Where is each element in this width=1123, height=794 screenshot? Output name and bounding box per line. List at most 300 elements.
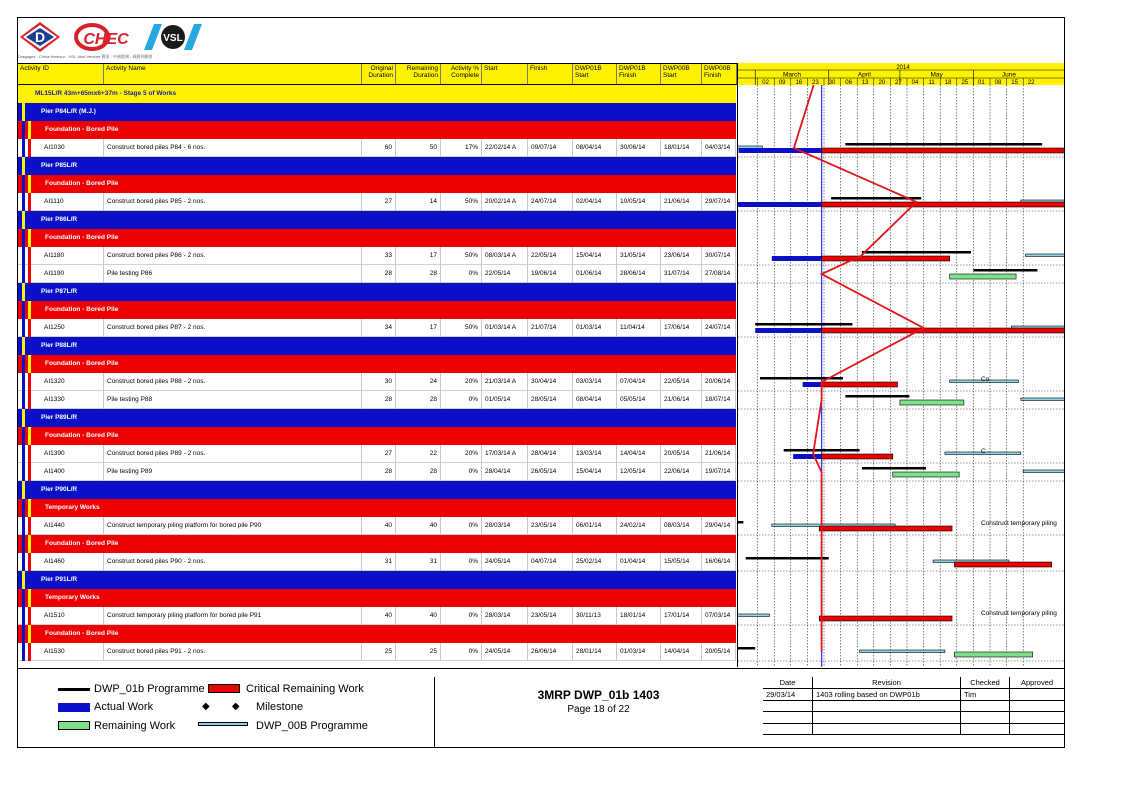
activity-name-cell: Construct bored piles P89 - 2 nos. [104,445,362,463]
wbs-pier-band[interactable] [18,283,736,301]
dwp00b-baseline-bar [1021,398,1064,401]
rev-row-checked: Tim [961,689,1010,701]
dwp00b-start-cell: 22/06/14 [661,463,702,481]
finish-cell: 28/04/14 [528,445,573,463]
col-activity-id[interactable]: Activity ID [18,64,104,84]
wbs-category-band[interactable] [18,229,736,247]
wbs-indent-bar [22,139,25,157]
wbs-indent-bar [28,139,31,157]
timescale-week: 20 [878,80,886,86]
wbs-label: Foundation - Bored Pile [45,180,119,187]
remaining-duration-cell: 50 [396,139,441,157]
dwp01b-start-cell: 25/02/14 [573,553,617,571]
actual-work-bar [738,202,822,207]
original-duration-cell: 28 [362,265,396,283]
finish-cell: 23/05/14 [528,517,573,535]
dwp00b-finish-cell: 16/06/14 [702,553,736,571]
legend-actual-label: Actual Work [94,701,154,713]
wbs-indent-bar [22,589,25,607]
wbs-indent-bar [28,517,31,535]
rev-header-approved: Approved [1010,677,1065,689]
wbs-category-band[interactable] [18,175,736,193]
percent-complete-cell: 0% [441,517,482,535]
rev-header-revision: Revision [813,677,961,689]
legend-remaining-swatch [58,721,90,730]
activity-name-cell: Pile testing P88 [104,391,362,409]
legend-actual-swatch [58,703,90,712]
wbs-label: Foundation - Bored Pile [45,432,119,439]
dwp01b-baseline-bar [738,647,755,650]
legend-remaining-label: Remaining Work [94,720,176,732]
dwp01b-baseline-bar [862,251,971,254]
wbs-label: Foundation - Bored Pile [45,540,119,547]
wbs-label: Temporary Works [45,504,100,511]
dwp01b-finish-cell: 11/04/14 [617,319,661,337]
original-duration-cell: 25 [362,643,396,661]
wbs-indent-bar [22,247,25,265]
timescale-week: 06 [845,80,852,86]
remaining-duration-cell: 28 [396,463,441,481]
rev-empty-cell [813,712,961,724]
dwp01b-baseline-bar [755,323,852,326]
activity-name-cell: Construct bored piles P91 - 2 nos. [104,643,362,661]
dwp01b-finish-cell: 30/06/14 [617,139,661,157]
rev-row-revision: 1403 rolling based on DWP01b [813,689,961,701]
dwp00b-baseline-bar [860,650,945,653]
wbs-indent-bar [28,301,31,319]
dwp01b-finish-cell: 07/04/14 [617,373,661,391]
rev-empty-cell [813,724,961,735]
timescale-week: 23 [812,80,819,86]
timescale-year: 2014 [896,65,910,71]
critical-remaining-bar [819,526,952,531]
dwp01b-finish-cell: 01/04/14 [617,553,661,571]
remaining-duration-cell: 22 [396,445,441,463]
rev-header-date: Date [763,677,813,689]
start-cell: 21/03/14 A [482,373,528,391]
dwp00b-finish-cell: 21/06/14 [702,445,736,463]
vsl-logo [140,22,206,52]
wbs-category-band[interactable] [18,625,736,643]
activity-row[interactable] [18,193,736,211]
dwp00b-start-cell: 08/03/14 [661,517,702,535]
wbs-label: Pier P91L/R [41,576,78,583]
dragages-logo-letter: D [34,29,46,45]
wbs-pier-band[interactable] [18,571,736,589]
start-cell: 01/03/14 A [482,319,528,337]
wbs-label: Foundation - Bored Pile [45,234,119,241]
rev-empty-cell [961,712,1010,724]
remaining-work-bar [900,400,964,405]
timescale-month: May [930,71,943,79]
col-original-duration[interactable]: Original Duration [362,64,396,84]
start-cell: 22/05/14 [482,265,528,283]
dwp00b-start-cell: 23/06/14 [661,247,702,265]
activity-id-cell: AI1110 [18,193,104,211]
percent-complete-cell: 50% [441,193,482,211]
wbs-category-band[interactable] [18,499,736,517]
actual-work-bar [793,454,821,459]
dwp01b-start-cell: 15/04/14 [573,463,617,481]
col-dwp01b-finish[interactable]: DWP01B Finish [617,64,661,84]
activity-row[interactable] [18,463,736,481]
remaining-duration-cell: 40 [396,607,441,625]
wbs-indent-bar [22,283,25,301]
activity-name-cell: Construct bored piles P84 - 6 nos. [104,139,362,157]
dwp00b-start-cell: 21/06/14 [661,391,702,409]
percent-complete-cell: 0% [441,391,482,409]
company-tagline: Dragages - China Harbour - VSL Joint Venture 寶嘉 - 中國港灣 - 威勝利聯營 [18,54,153,59]
wbs-pier-band[interactable] [18,211,736,229]
start-cell: 17/03/14 A [482,445,528,463]
dwp00b-start-cell: 21/06/14 [661,193,702,211]
dwp01b-baseline-bar [845,395,909,398]
finish-cell: 19/06/14 [528,265,573,283]
activity-id-cell: AI1460 [18,553,104,571]
wbs-category-band[interactable] [18,589,736,607]
wbs-category-band[interactable] [18,535,736,553]
col-dwp01b-start[interactable]: DWP01B Start [573,64,617,84]
wbs-label: Foundation - Bored Pile [45,306,119,313]
wbs-indent-bar [28,265,31,283]
wbs-indent-bar [28,175,31,193]
wbs-label: Pier P90L/R [41,486,78,493]
dwp00b-finish-cell: 04/03/14 [702,139,736,157]
wbs-indent-bar [28,391,31,409]
activity-row[interactable] [18,517,736,535]
dwp00b-finish-cell: 20/06/14 [702,373,736,391]
dwp00b-baseline-bar [738,614,769,617]
dwp00b-finish-cell: 20/05/14 [702,643,736,661]
dwp00b-baseline-bar [1023,470,1064,473]
rev-empty-cell [763,701,813,712]
dwp01b-start-cell: 15/04/14 [573,247,617,265]
dwp00b-finish-cell: 29/04/14 [702,517,736,535]
actual-work-bar [755,328,821,333]
wbs-category-band[interactable] [18,121,736,139]
logo-strip [18,18,1064,62]
dwp00b-start-cell: 22/05/14 [661,373,702,391]
wbs-pier-band[interactable] [18,481,736,499]
remaining-duration-cell: 17 [396,319,441,337]
progress-line [794,85,924,652]
finish-cell: 21/07/14 [528,319,573,337]
wbs-indent-bar [28,193,31,211]
gantt-chart [737,63,1064,667]
wbs-indent-bar [28,607,31,625]
activity-id-cell: AI1250 [18,319,104,337]
dwp00b-start-cell: 17/06/14 [661,319,702,337]
dwp01b-start-cell: 01/03/14 [573,319,617,337]
wbs-label: Pier P86L/R [41,216,78,223]
activity-row[interactable] [18,643,736,661]
dwp01b-finish-cell: 01/03/14 [617,643,661,661]
dwp00b-start-cell: 20/05/14 [661,445,702,463]
activity-name-cell: Construct temporary piling platform for bored pile P91 [104,607,362,625]
critical-remaining-bar [822,148,1064,153]
wbs-indent-bar [22,355,25,373]
dwp00b-finish-cell: 29/07/14 [702,193,736,211]
critical-remaining-bar [822,328,1064,333]
wbs-indent-bar [28,373,31,391]
dwp00b-finish-cell: 19/07/14 [702,463,736,481]
timescale-week: 27 [895,80,902,86]
col-remaining-duration[interactable]: Remaining Duration [396,64,441,84]
timescale-week: 15 [1011,80,1018,86]
dwp01b-start-cell: 13/03/14 [573,445,617,463]
wbs-pier-band[interactable] [18,103,736,121]
col-dwp00b-finish[interactable]: DWP00B Finish [702,64,737,84]
gantt-bar-label: Construct temporary piling [981,520,1057,527]
dwp01b-baseline-bar [738,521,743,524]
rev-header-checked: Checked [961,677,1010,689]
wbs-indent-bar [22,571,25,589]
percent-complete-cell: 20% [441,445,482,463]
wbs-indent-bar [28,319,31,337]
wbs-indent-bar [22,103,25,121]
dragages-logo [20,22,60,52]
wbs-pier-band[interactable] [18,157,736,175]
dwp01b-start-cell: 03/03/14 [573,373,617,391]
percent-complete-cell: 50% [441,319,482,337]
dwp00b-start-cell: 15/05/14 [661,553,702,571]
start-cell: 24/05/14 [482,643,528,661]
dwp00b-start-cell: 18/01/14 [661,139,702,157]
activity-row[interactable] [18,247,736,265]
wbs-indent-bar [22,229,25,247]
percent-complete-cell: 0% [441,463,482,481]
wbs-indent-bar [22,643,25,661]
chec-logo-letters: CHEC [83,31,129,48]
dwp01b-finish-cell: 14/04/14 [617,445,661,463]
activity-row[interactable] [18,319,736,337]
activity-name-cell: Construct bored piles P87 - 2 nos. [104,319,362,337]
activity-row[interactable] [18,607,736,625]
milestone-icon: ◆ ◆ [202,701,240,712]
rev-empty-cell [763,712,813,724]
dwp01b-baseline-bar [862,467,926,470]
wbs-category-band[interactable] [18,355,736,373]
wbs-indent-bar [28,445,31,463]
rev-empty-cell [961,724,1010,735]
document-title: 3MRP DWP_01b 1403 [537,688,660,702]
wbs-indent-bar [22,553,25,571]
percent-complete-cell: 50% [441,247,482,265]
legend-dwp00b-label: DWP_00B Programme [256,720,368,732]
timescale-week: 30 [828,80,836,86]
actual-work-bar [803,382,822,387]
finish-cell: 09/07/14 [528,139,573,157]
activity-id-cell: AI1510 [18,607,104,625]
col-finish[interactable]: Finish [528,64,573,84]
remaining-duration-cell: 14 [396,193,441,211]
remaining-duration-cell: 28 [396,265,441,283]
percent-complete-cell: 0% [441,265,482,283]
activity-row[interactable] [18,553,736,571]
gantt-bar-label: C [981,448,986,455]
dwp01b-finish-cell: 31/05/14 [617,247,661,265]
wbs-indent-bar [22,337,25,355]
wbs-indent-bar [22,265,25,283]
wbs-indent-bar [22,121,25,139]
activity-row[interactable] [18,391,736,409]
wbs-project-band[interactable] [18,85,736,103]
wbs-pier-band[interactable] [18,337,736,355]
legend [18,677,435,747]
wbs-indent-bar [22,445,25,463]
col-dwp00b-start[interactable]: DWP00B Start [661,64,702,84]
dwp01b-finish-cell: 28/06/14 [617,265,661,283]
activity-name-cell: Construct bored piles P90 - 2 nos. [104,553,362,571]
activity-id-cell: AI1390 [18,445,104,463]
activity-name-cell: Construct bored piles P85 - 2 nos. [104,193,362,211]
wbs-category-band[interactable] [18,301,736,319]
wbs-indent-bar [22,535,25,553]
activity-id-cell: AI1440 [18,517,104,535]
dwp00b-finish-cell: 30/07/14 [702,247,736,265]
start-cell: 08/03/14 A [482,247,528,265]
rev-empty-cell [961,701,1010,712]
title-block [434,677,763,747]
dwp01b-baseline-bar [746,557,829,560]
dwp01b-start-cell: 08/04/14 [573,139,617,157]
original-duration-cell: 40 [362,607,396,625]
percent-complete-cell: 20% [441,373,482,391]
wbs-indent-bar [22,373,25,391]
activity-id-cell: AI1330 [18,391,104,409]
dwp00b-finish-cell: 27/08/14 [702,265,736,283]
wbs-indent-bar [22,499,25,517]
col-percent-complete[interactable]: Activity % Complete [441,64,482,84]
dwp00b-start-cell: 14/04/14 [661,643,702,661]
timescale-week: 02 [762,80,769,86]
dwp01b-start-cell: 01/06/14 [573,265,617,283]
timescale-week: 09 [778,80,786,86]
activity-name-cell: Construct bored piles P88 - 2 nos. [104,373,362,391]
start-cell: 20/02/14 A [482,193,528,211]
timescale-week: 08 [994,80,1002,86]
activity-id-cell: AI1030 [18,139,104,157]
legend-dwp01b-swatch [58,688,90,691]
wbs-label: Temporary Works [45,594,100,601]
wbs-indent-bar [22,175,25,193]
dwp01b-start-cell: 30/11/13 [573,607,617,625]
finish-cell: 24/07/14 [528,193,573,211]
gantt-bar-label: Co [981,376,990,383]
wbs-label: Foundation - Bored Pile [45,630,119,637]
legend-dwp00b-swatch [198,722,248,726]
critical-remaining-bar [819,616,952,621]
percent-complete-cell: 17% [441,139,482,157]
remaining-duration-cell: 40 [396,517,441,535]
remaining-duration-cell: 17 [396,247,441,265]
dwp01b-start-cell: 06/01/14 [573,517,617,535]
timescale-week: 04 [911,80,919,86]
timescale-month: April [857,71,871,79]
page-number: Page 18 of 22 [567,704,630,715]
wbs-label: Pier P89L/R [41,414,78,421]
original-duration-cell: 30 [362,373,396,391]
revision-table [763,677,1065,747]
activity-id-cell: AI1320 [18,373,104,391]
timescale-week: 11 [928,80,935,86]
gantt-canvas [738,63,1064,667]
dwp01b-finish-cell: 24/02/14 [617,517,661,535]
start-cell: 28/03/14 [482,517,528,535]
activity-name-cell: Pile testing P89 [104,463,362,481]
wbs-indent-bar [22,157,25,175]
timescale-week: 22 [1027,80,1035,86]
legend-milestone-label: Milestone [256,701,304,713]
activity-name-cell: Pile testing P86 [104,265,362,283]
actual-work-bar [772,256,822,261]
activity-row[interactable] [18,265,736,283]
rev-row-date: 29/03/14 [763,689,813,701]
wbs-category-band[interactable] [18,427,736,445]
timescale-week: 25 [961,80,969,86]
wbs-indent-bar [22,409,25,427]
start-cell: 01/05/14 [482,391,528,409]
critical-remaining-bar [822,382,898,387]
start-cell: 24/05/14 [482,553,528,571]
original-duration-cell: 27 [362,193,396,211]
wbs-indent-bar [28,427,31,445]
rev-empty-cell [1010,701,1065,712]
timescale-week: 13 [861,80,869,86]
activity-row[interactable] [18,139,736,157]
wbs-indent-bar [22,625,25,643]
wbs-indent-bar [22,319,25,337]
remaining-work-bar [954,652,1032,657]
finish-cell: 26/06/14 [528,643,573,661]
wbs-indent-bar [28,643,31,661]
timescale-month: June [1001,71,1017,79]
dwp01b-finish-cell: 18/01/14 [617,607,661,625]
start-cell: 28/03/14 [482,607,528,625]
dwp01b-baseline-bar [973,269,1037,272]
activity-row[interactable] [18,373,736,391]
dwp00b-start-cell: 17/01/14 [661,607,702,625]
timescale-week: 16 [795,80,803,86]
timescale-week: 18 [944,80,952,86]
wbs-indent-bar [22,301,25,319]
original-duration-cell: 28 [362,463,396,481]
activity-row[interactable] [18,445,736,463]
original-duration-cell: 28 [362,391,396,409]
rev-empty-cell [813,701,961,712]
col-start[interactable]: Start [482,64,528,84]
wbs-label: Foundation - Bored Pile [45,360,119,367]
dwp00b-start-cell: 31/07/14 [661,265,702,283]
rev-empty-cell [1010,712,1065,724]
wbs-pier-band[interactable] [18,409,736,427]
original-duration-cell: 33 [362,247,396,265]
wbs-indent-bar [28,247,31,265]
dwp01b-finish-cell: 05/05/14 [617,391,661,409]
gantt-bar-label: Construct temporary piling [981,610,1057,617]
col-activity-name[interactable]: Activity Name [104,64,362,84]
wbs-label: Foundation - Bored Pile [45,126,119,133]
chec-logo [74,22,134,52]
wbs-indent-bar [22,427,25,445]
column-header-row [18,63,737,85]
finish-cell: 26/05/14 [528,463,573,481]
wbs-label: Pier P85L/R [41,162,78,169]
wbs-indent-bar [22,607,25,625]
legend-dwp01b-label: DWP_01b Programme [94,683,205,695]
wbs-indent-bar [28,535,31,553]
original-duration-cell: 34 [362,319,396,337]
